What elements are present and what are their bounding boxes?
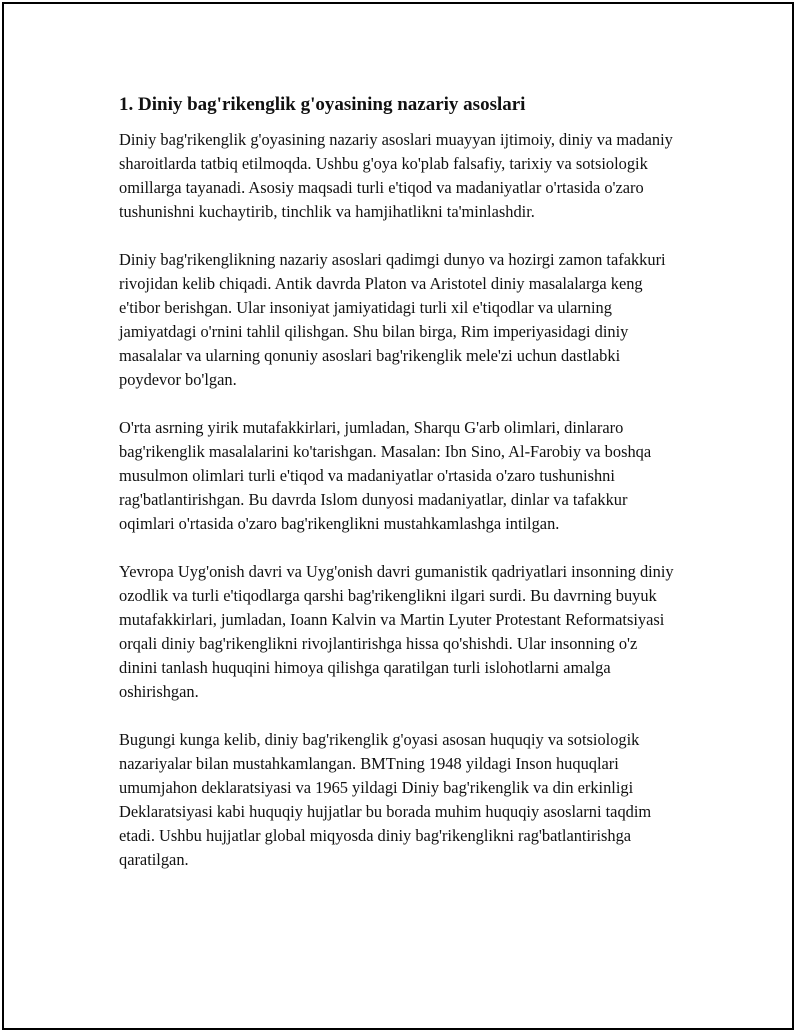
paragraph: Diniy bag'rikenglikning nazariy asoslari qadimgi dunyo va hozirgi zamon tafakkuri rivojidan kelib chiqadi. Antik davrda Platon va Aristotel diniy masalalarga keng e'tibor berishgan. Ular insoniyat jamiyatidagi turli xil e'tiqodlar va ularning jamiyatdagi o'rnini tahlil qilishgan. Shu bilan birga, Rim imperiyasidagi diniy masalalar va ularning qonuniy asoslari bag'rikenglik mele'zi uchun dastlabki poydevor bo'lgan. <box>119 250 666 389</box>
paragraph: Bugungi kunga kelib, diniy bag'rikenglik g'oyasi asosan huquqiy va sotsiologik nazariyalar bilan mustahkamlangan. BMTning 1948 yildagi Inson huquqlari umumjahon deklaratsiyasi va 1965 yildagi Diniy bag'rikenglik va din erkinligi Deklaratsiyasi kabi huquqiy hujjatlar bu borada muhim huquqiy asoslarni taqdim etadi. Ushbu hujjatlar global miqyosda diniy bag'rikenglikni rag'batlantirishga qaratilgan. <box>119 730 652 869</box>
paragraph: O'rta asrning yirik mutafakkirlari, jumladan, Sharqu G'arb olimlari, dinlararo bag'rikenglik masalalarini ko'tarishgan. Masalan: Ibn Sino, Al-Farobiy va boshqa musulmon olimlari turli e'tiqod va madaniyatlar o'rtasida o'zaro tushunishni rag'batlantirishgan. Bu davrda Islom dunyosi madaniyatlar, dinlar va tafakkur oqimlari o'rtasida o'zaro bag'rikenglikni mustahkamlashga intilgan. <box>119 418 652 533</box>
paragraph: Yevropa Uyg'onish davri va Uyg'onish davri gumanistik qadriyatlari insonning diniy ozodlik va turli e'tiqodlarga qarshi bag'rikenglikni ilgari surdi. Bu davrning buyuk mutafakkirlari, jumladan, Ioann Kalvin va Martin Lyuter Protestant Reformatsiyasi orqali diniy bag'rikenglikni rivojlantirishga hissa qo'shishdi. Ular insonning o'z dinini tanlash huquqini himoya qilishga qaratilgan turli islohotlarni amalga oshirishgan. <box>119 562 674 701</box>
paragraph: Diniy bag'rikenglik g'oyasining nazariy asoslari muayyan ijtimoiy, diniy va madaniy sharoitlarda tatbiq etilmoqda. Ushbu g'oya ko'plab falsafiy, tarixiy va sotsiologik omillarga tayanadi. Asosiy maqsadi turli e'tiqod va madaniyatlar o'rtasida o'zaro tushunishni kuchaytirib, tinchlik va hamjihatlikni ta'minlashdir. <box>119 130 673 221</box>
document-body <box>119 92 679 896</box>
document-heading: 1. Diniy bag'rikenglik g'oyasining nazariy asoslari <box>119 94 526 115</box>
